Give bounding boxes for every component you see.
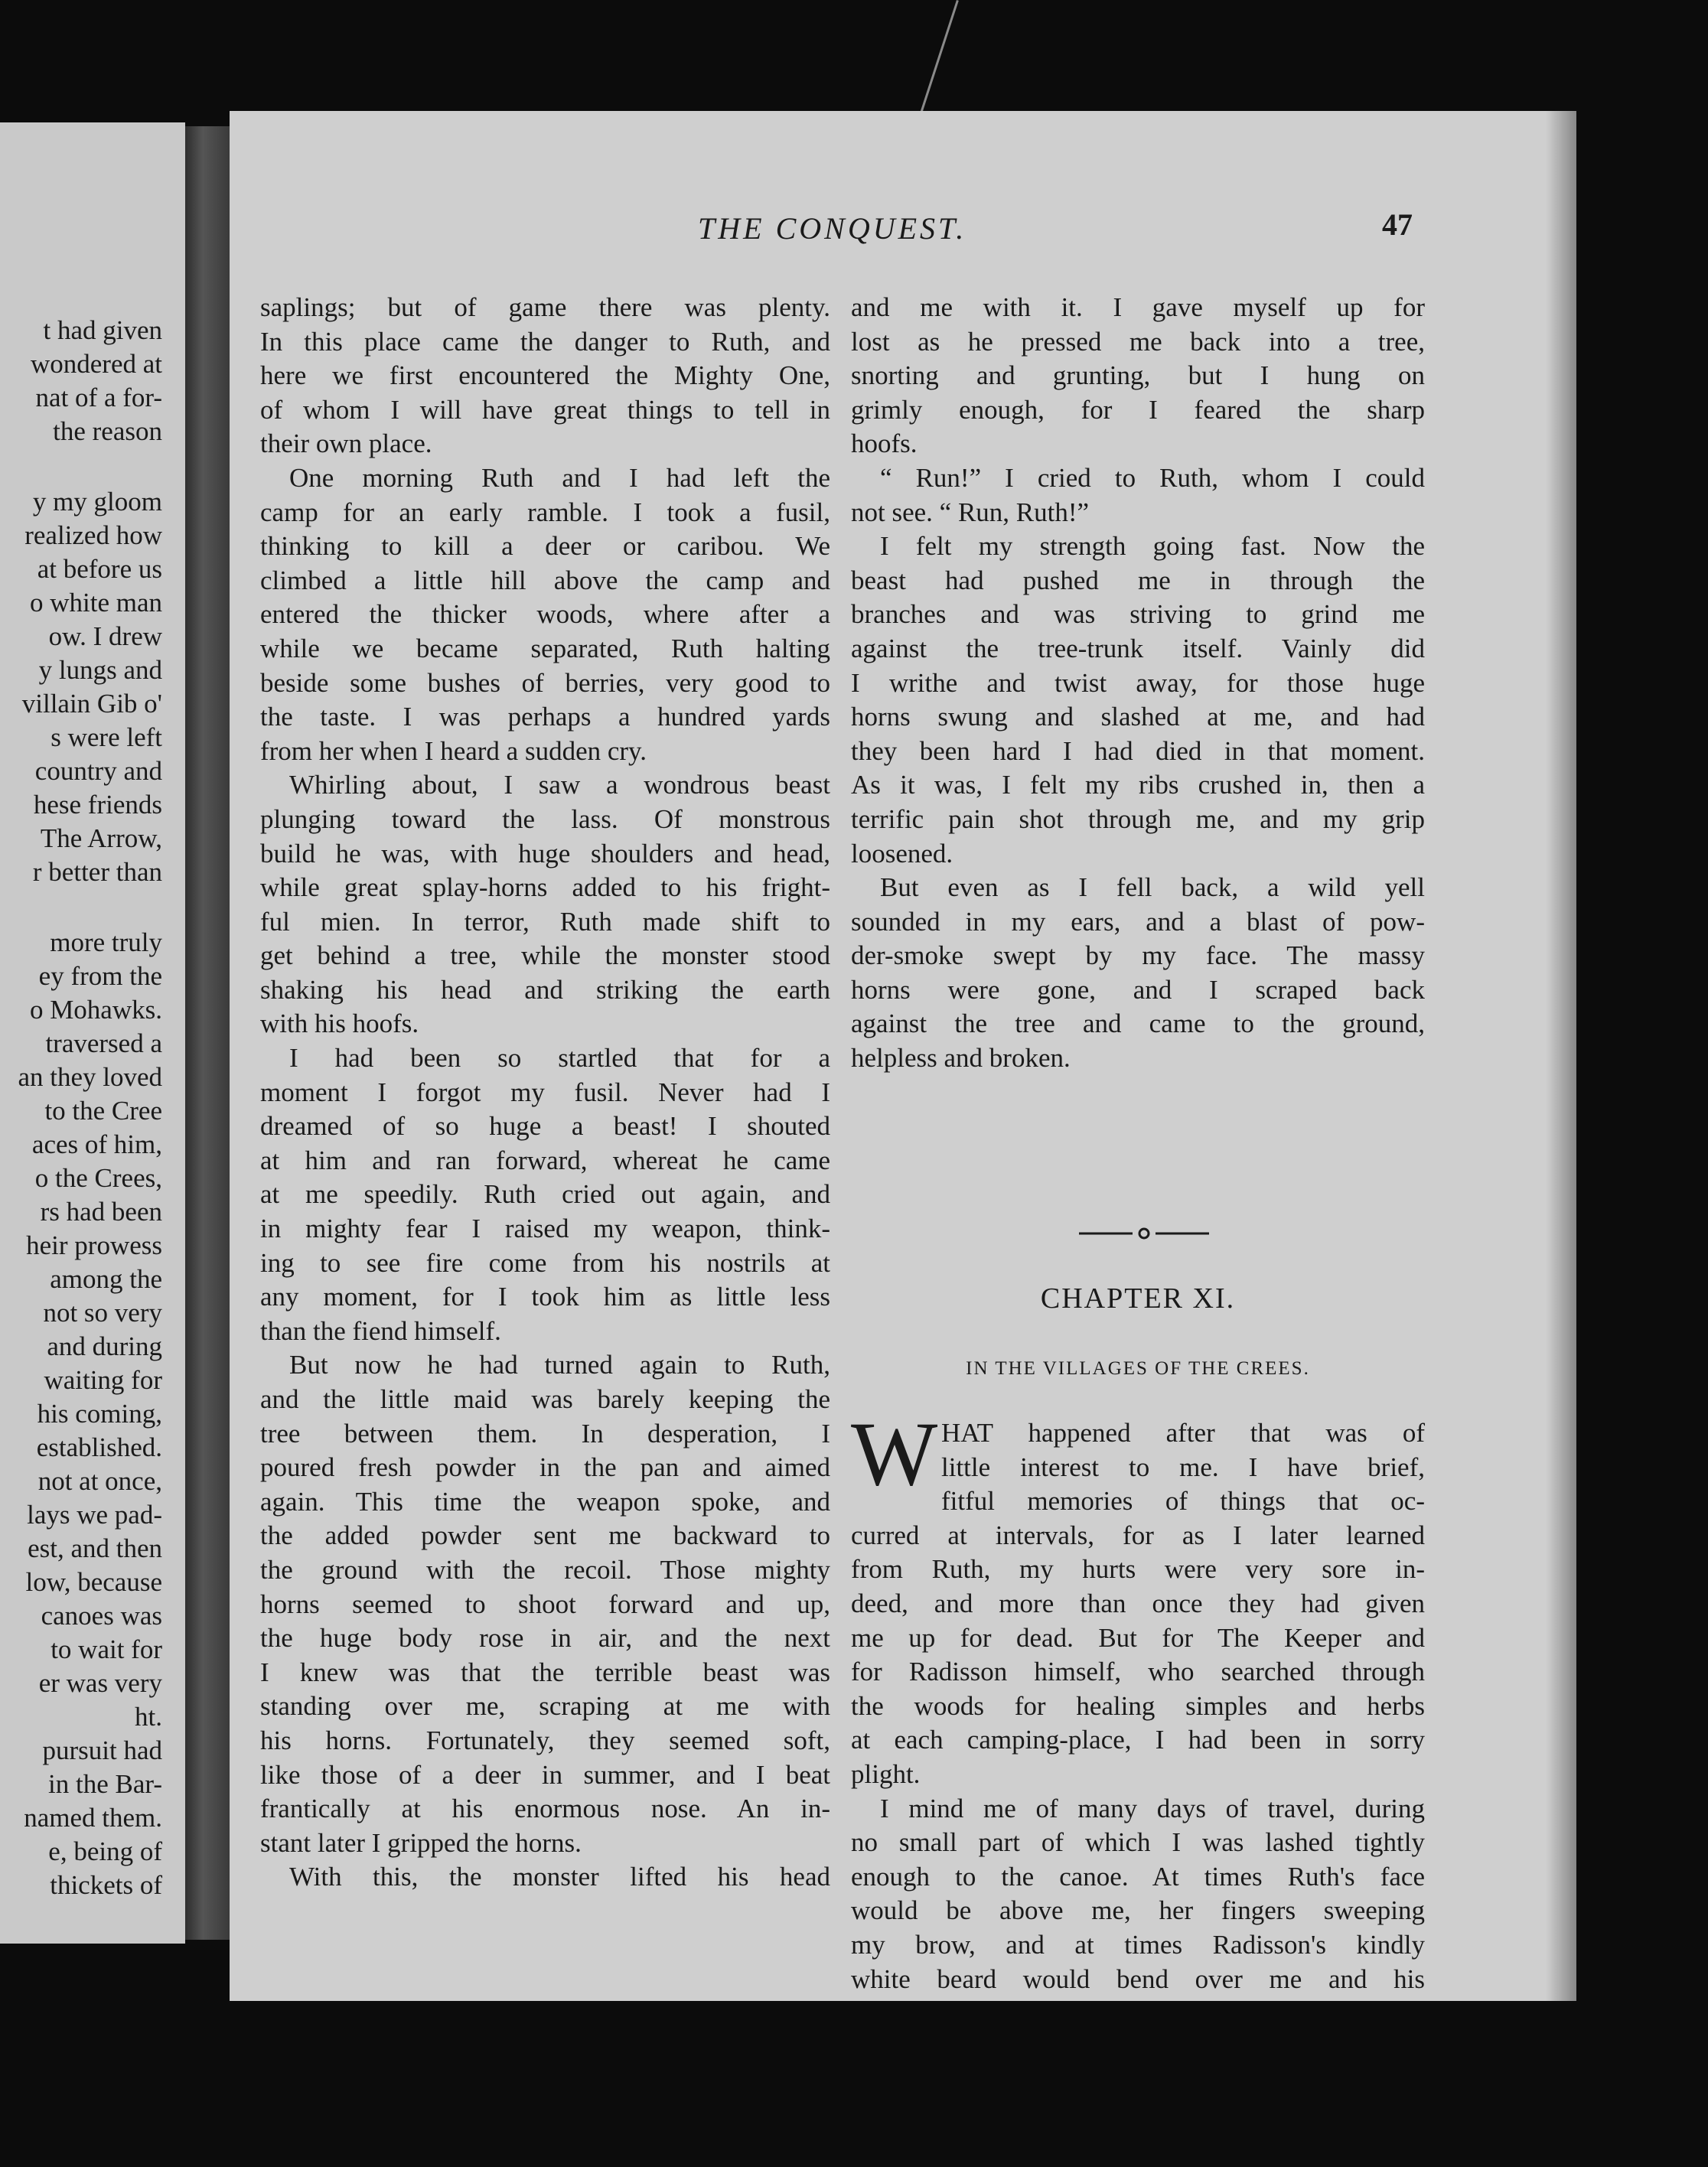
text-line: plunging toward the lass. Of monstrous — [260, 803, 830, 834]
film-scratch — [916, 0, 958, 125]
text-line: while great splay-horns added to his fright- — [260, 872, 830, 903]
text-line: horns were gone, and I scraped back — [851, 974, 1425, 1005]
fragment-line: not at once, — [37, 1466, 162, 1496]
text-line: lost as he pressed me back into a tree, — [851, 326, 1425, 357]
text-line: build he was, with huge shoulders and head, — [260, 838, 830, 868]
text-line: saplings; but of game there was plenty. — [260, 292, 830, 322]
text-line: deed, and more than once they had given — [851, 1588, 1425, 1618]
chapter-text — [851, 1416, 1425, 1996]
text-line: me up for dead. But for The Keeper and — [851, 1622, 1425, 1653]
text-line: the taste. I was perhaps a hundred yards — [260, 702, 830, 732]
text-line: at me speedily. Ruth cried out again, and — [260, 1179, 830, 1210]
text-line: horns seemed to shoot forward and up, — [260, 1589, 830, 1619]
text-line: stant later I gripped the horns. — [260, 1827, 582, 1858]
text-line: entered the thicker woods, where after a — [260, 599, 830, 630]
text-line: climbed a little hill above the camp and — [260, 565, 830, 595]
text-line: no small part of which I was lashed tightly — [851, 1827, 1425, 1858]
text-line: they been hard I had died in that moment. — [851, 735, 1425, 766]
text-line: With this, the monster lifted his head — [289, 1862, 830, 1892]
text-line: their own place. — [260, 429, 432, 459]
fragment-line: villain Gib o' — [21, 689, 162, 719]
text-line: again. This time the weapon spoke, and — [260, 1486, 830, 1517]
text-line: shaking his head and striking the earth — [260, 974, 830, 1005]
text-line: and the little maid was barely keeping the — [260, 1384, 830, 1414]
text-line: get behind a tree, while the monster stood — [260, 940, 830, 971]
text-line: little interest to me. I have brief, — [941, 1452, 1425, 1482]
text-column-left — [260, 291, 830, 1895]
text-line: standing over me, scraping at me with — [260, 1691, 830, 1722]
text-line: snorting and grunting, but I hung on — [851, 360, 1425, 391]
fragment-line: est, and then — [28, 1533, 162, 1563]
text-line: against the tree-trunk itself. Vainly did — [851, 633, 1425, 663]
fragment-line: named them. — [24, 1803, 162, 1833]
text-line: curred at intervals, for as I later learned — [851, 1520, 1425, 1550]
text-line: the huge body rose in air, and the next — [260, 1623, 830, 1654]
text-line: against the tree and came to the ground, — [851, 1009, 1425, 1039]
fragment-line: traversed a — [45, 1028, 162, 1058]
text-line: sounded in my ears, and a blast of pow- — [851, 906, 1425, 937]
fragment-line: The Arrow, — [40, 823, 162, 853]
section-ornament — [1079, 1222, 1209, 1245]
text-line: the woods for healing simples and herbs — [851, 1690, 1425, 1721]
text-line: poured fresh powder in the pan and aimed — [260, 1452, 830, 1483]
fragment-line: o Mohawks. — [29, 995, 162, 1025]
fragment-line: aces of him, — [31, 1129, 162, 1159]
text-line: I knew was that the terrible beast was — [260, 1657, 830, 1687]
fragment-line: o white man — [29, 588, 162, 618]
text-line: But now he had turned again to Ruth, — [289, 1350, 830, 1380]
fragment-line: and during — [47, 1331, 162, 1361]
text-line: terrific pain shot through me, and my grip — [851, 803, 1425, 834]
text-line: here we first encountered the Mighty One, — [260, 360, 830, 391]
text-line: But even as I fell back, a wild yell — [880, 872, 1425, 903]
fragment-line: canoes was — [41, 1601, 162, 1631]
text-line: for Radisson himself, who searched through — [851, 1657, 1425, 1687]
text-line: than the fiend himself. — [260, 1315, 501, 1346]
text-line: in mighty fear I raised my weapon, think- — [260, 1214, 830, 1244]
text-line: with his hoofs. — [260, 1009, 419, 1039]
fragment-line: y lungs and — [38, 655, 162, 685]
fragment-line: among the — [50, 1264, 162, 1294]
text-line: HAT happened after that was of — [941, 1418, 1425, 1448]
fragment-line: an they loved — [18, 1062, 162, 1092]
text-line: tree between them. In desperation, I — [260, 1418, 830, 1448]
page-number: 47 — [1382, 207, 1413, 242]
fragment-line: wondered at — [30, 349, 162, 379]
text-line: from her when I heard a sudden cry. — [260, 735, 647, 766]
text-column-right — [851, 291, 1425, 1076]
fragment-line: r better than — [32, 857, 162, 887]
fragment-line: realized how — [24, 520, 162, 550]
text-line: from Ruth, my hurts were very sore in- — [851, 1554, 1425, 1585]
fragment-line: ow. I drew — [48, 621, 162, 651]
fragment-line: ey from the — [38, 961, 162, 991]
text-line: his horns. Fortunately, they seemed soft, — [260, 1725, 830, 1755]
fragment-line: ht. — [135, 1702, 162, 1732]
text-line: I writhe and twist away, for those huge — [851, 667, 1425, 698]
text-line: camp for an early ramble. I took a fusil, — [260, 497, 830, 527]
text-line: any moment, for I took him as little less — [260, 1282, 830, 1312]
fragment-line: to wait for — [51, 1634, 162, 1664]
text-line: loosened. — [851, 838, 953, 868]
book-page — [230, 111, 1576, 2001]
text-line: I had been so startled that for a — [289, 1043, 830, 1074]
text-line: der-smoke swept by my face. The massy — [851, 940, 1425, 971]
book-gutter — [185, 126, 230, 1940]
fragment-line: e, being of — [48, 1836, 162, 1866]
fragment-line: in the Bar- — [48, 1769, 162, 1799]
text-line: frantically at his enormous nose. An in- — [260, 1794, 830, 1824]
fragment-line: nat of a for- — [35, 383, 162, 412]
text-line: One morning Ruth and I had left the — [289, 462, 830, 493]
text-line: grimly enough, for I feared the sharp — [851, 394, 1425, 425]
text-line: I felt my strength going fast. Now the — [880, 531, 1425, 562]
running-header: THE CONQUEST. — [698, 211, 967, 246]
fragment-line: to the Cree — [44, 1096, 162, 1126]
text-line: plight. — [851, 1758, 921, 1789]
fragment-line: at before us — [37, 554, 162, 584]
fragment-line: hese friends — [33, 790, 162, 820]
text-line: while we became separated, Ruth halting — [260, 633, 830, 663]
text-line: ing to see fire come from his nostrils at — [260, 1247, 830, 1278]
fragment-line: pursuit had — [42, 1735, 162, 1765]
fragment-line: thickets of — [50, 1870, 162, 1900]
chapter-heading: CHAPTER XI. — [1040, 1282, 1236, 1315]
text-line: I mind me of many days of travel, during — [880, 1793, 1425, 1823]
text-line: my brow, and at times Radisson's kindly — [851, 1929, 1425, 1960]
fragment-line: s were left — [51, 722, 162, 752]
fragment-line: y my gloom — [32, 487, 162, 516]
fragment-line: more truly — [50, 927, 162, 957]
fragment-line: heir prowess — [26, 1230, 162, 1260]
text-line: As it was, I felt my ribs crushed in, then a — [851, 770, 1425, 800]
facing-page-fragment — [0, 122, 185, 1944]
text-line: of whom I will have great things to tell in — [260, 394, 830, 425]
text-line: the ground with the recoil. Those mighty — [260, 1554, 830, 1585]
fragment-line: established. — [36, 1432, 162, 1462]
text-line: thinking to kill a deer or caribou. We — [260, 531, 830, 562]
text-line: beside some bushes of berries, very good to — [260, 667, 830, 698]
fragment-line: o the Crees, — [34, 1163, 162, 1193]
fragment-line: the reason — [53, 416, 162, 446]
text-line: enough to the canoe. At times Ruth's face — [851, 1861, 1425, 1892]
fragment-line: low, because — [25, 1567, 162, 1597]
text-line: and me with it. I gave myself up for — [851, 292, 1425, 322]
fragment-line: er was very — [38, 1668, 162, 1698]
text-line: “ Run!” I cried to Ruth, whom I could — [880, 462, 1425, 493]
text-line: hoofs. — [851, 429, 918, 459]
text-line: ful mien. In terror, Ruth made shift to — [260, 906, 830, 937]
text-line: horns swung and slashed at me, and had — [851, 702, 1425, 732]
text-line: In this place came the danger to Ruth, and — [260, 326, 830, 357]
fragment-line: waiting for — [44, 1365, 162, 1395]
text-line: at each camping-place, I had been in sorry — [851, 1725, 1425, 1755]
text-line: beast had pushed me in through the — [851, 565, 1425, 595]
text-line: Whirling about, I saw a wondrous beast — [289, 770, 830, 800]
text-line: helpless and broken. — [851, 1043, 1071, 1074]
fragment-line: not so very — [43, 1298, 162, 1328]
text-line: dreamed of so huge a beast! I shouted — [260, 1111, 830, 1142]
drop-cap: W — [851, 1403, 938, 1504]
fragment-line: rs had been — [40, 1197, 162, 1227]
text-line: white beard would bend over me and his — [851, 1963, 1425, 1994]
fragment-line: his coming, — [37, 1399, 162, 1429]
text-line: the added powder sent me backward to — [260, 1520, 830, 1551]
fragment-line: t had given — [43, 315, 162, 345]
fragment-line: country and — [34, 756, 162, 786]
text-line: branches and was striving to grind me — [851, 599, 1425, 630]
text-line: not see. “ Run, Ruth!” — [851, 497, 1090, 527]
text-line: at him and ran forward, whereat he came — [260, 1145, 830, 1175]
fragment-line: lays we pad- — [27, 1500, 162, 1530]
text-line: like those of a deer in summer, and I beat — [260, 1759, 830, 1790]
text-line: would be above me, her fingers sweeping — [851, 1895, 1425, 1926]
chapter-subtitle: IN THE VILLAGES OF THE CREES. — [966, 1358, 1310, 1379]
text-line: fitful memories of things that oc- — [941, 1486, 1425, 1517]
text-line: moment I forgot my fusil. Never had I — [260, 1077, 830, 1107]
